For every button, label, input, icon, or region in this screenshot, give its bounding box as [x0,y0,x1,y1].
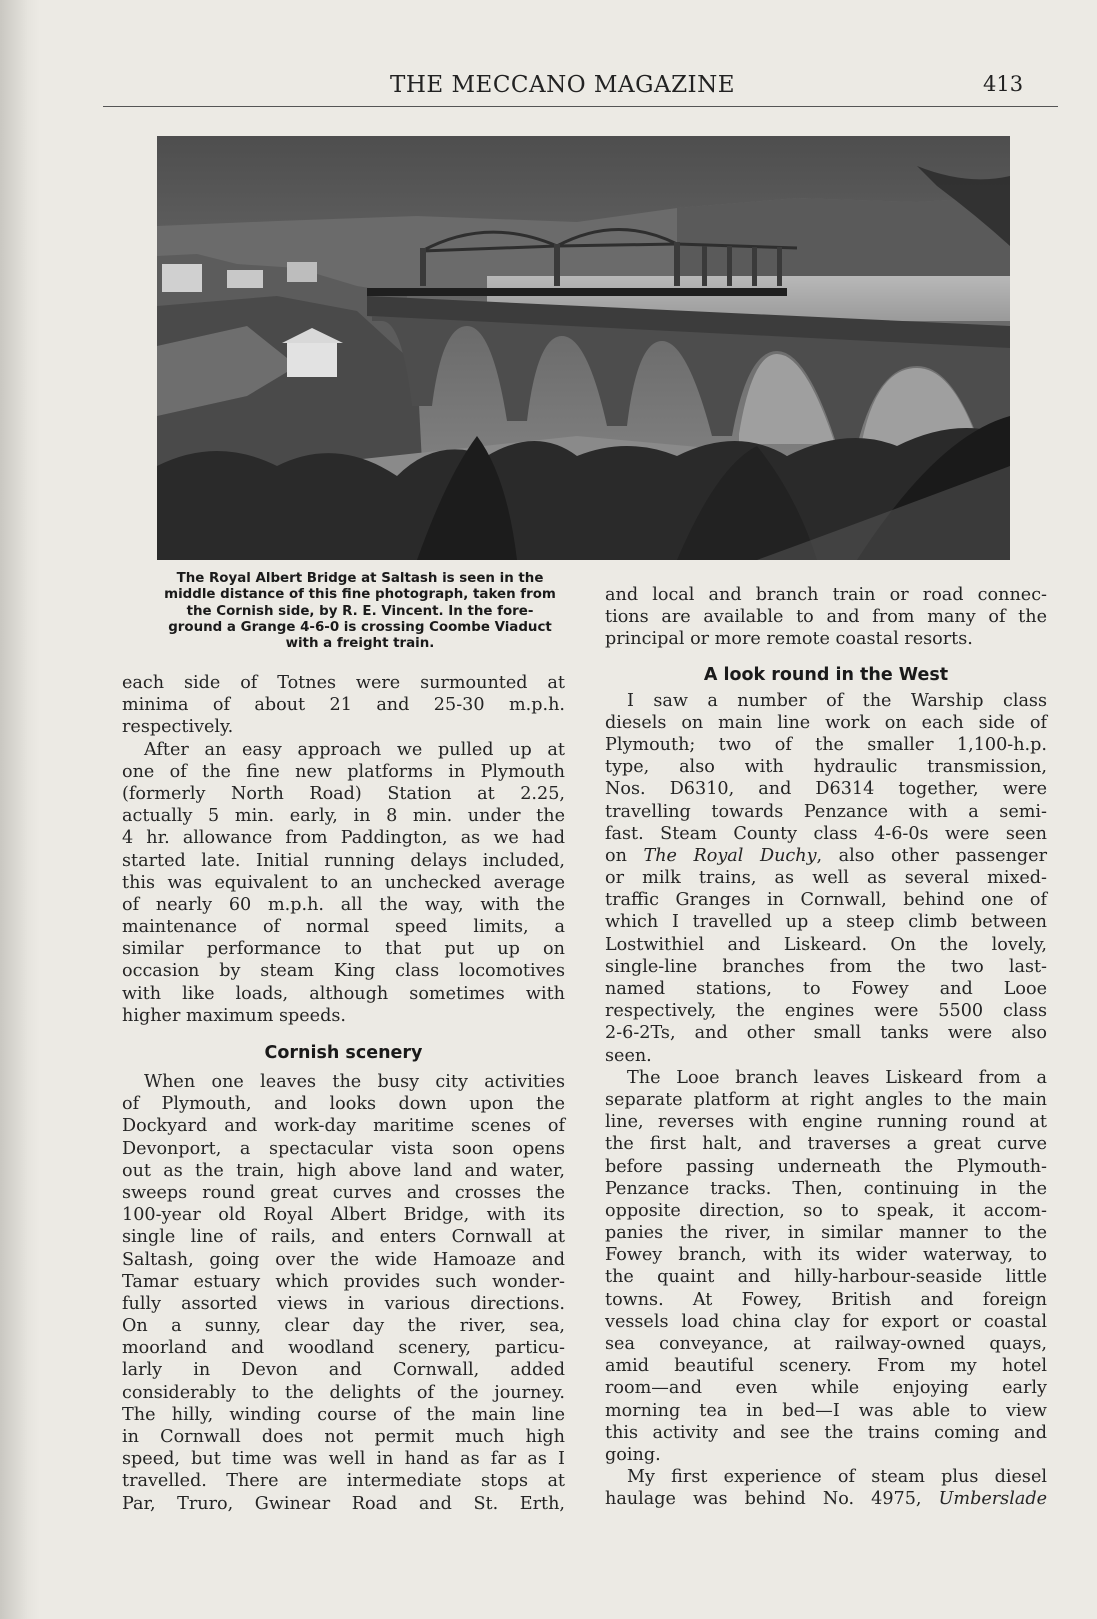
text-line: opposite direction, so to speak, it accom- [605,1200,1047,1221]
text-line: On a sunny, clear day the river, sea, [122,1316,565,1337]
caption-line: ground a Grange 4-6-0 is crossing Coombe Viaduct [168,619,552,635]
text-line: larly in Devon and Cornwall, added [122,1360,565,1381]
text-line: vessels load china clay for export or coastal [605,1311,1047,1332]
caption-line: The Royal Albert Bridge at Saltash is seen in the [176,571,544,586]
text-line: out as the train, high above land and water, [122,1160,565,1181]
photo-caption [150,571,570,652]
text-line: When one leaves the busy city activities [144,1072,565,1092]
text-line: morning tea in bed—I was able to view [605,1400,1047,1421]
page-number: 413 [983,72,1024,96]
italic-locomotive-name: Umberslade [938,1489,1047,1510]
text-line: respectively. [122,717,234,738]
bridge-photograph [157,136,1010,560]
text-line: travelled. There are intermediate stops at [122,1471,565,1492]
text-line: Par, Truro, Gwinear Road and St. Erth, [122,1493,565,1514]
text-line: considerably to the delights of the journey. [122,1382,565,1403]
text-line: one of the fine new platforms in Plymouth [122,761,565,782]
text-line: Nos. D6310, and D6314 together, were [605,779,1047,800]
text-line: minima of about 21 and 25-30 m.p.h. [122,695,565,716]
text-line: line, reverses with engine running round at [605,1112,1047,1133]
right-column [605,584,1047,1511]
paragraph [122,1071,565,1515]
text-line: named stations, to Fowey and Looe [605,979,1047,999]
text-line: After an easy approach we pulled up at [144,739,565,760]
text-span: on [605,845,644,866]
text-span: , also other passenger [816,845,1047,866]
text-line: towns. At Fowey, British and foreign [605,1289,1047,1310]
text-line: Saltash, going over the wide Hamoaze and [122,1249,565,1270]
text-line: Tamar estuary which provides such wonder- [122,1271,565,1292]
paragraph [122,672,565,739]
text-span: haulage was behind No. 4975, [605,1489,939,1510]
text-line-with-italic [605,845,1047,867]
caption-line: middle distance of this fine photograph, taken from [164,587,556,603]
text-line: 2-6-2Ts, and other small tanks were also [605,1023,1047,1044]
text-line: traffic Granges in Cornwall, behind one of [605,890,1047,911]
text-line: Plymouth; two of the smaller 1,100-h.p. [605,734,1047,755]
text-line: Lostwithiel and Liskeard. On the lovely, [605,934,1047,955]
magazine-title: THE MECCANO MAGAZINE [390,72,736,98]
text-line: single-line branches from the two last- [605,956,1047,977]
text-line: this activity and see the trains coming and [605,1422,1047,1443]
text-line: going. [605,1444,661,1465]
text-line: I saw a number of the Warship class [627,690,1047,711]
text-line: Devonport, a spectacular vista soon opens [122,1138,565,1159]
text-line: Fowey branch, with its wider waterway, to [605,1245,1047,1266]
italic-locomotive-name: The Royal Duchy [643,845,817,866]
text-line: seen. [605,1045,652,1066]
text-line: and local and branch train or road connec- [605,585,1047,605]
caption-line: the Cornish side, by R. E. Vincent. In the fore- [186,603,534,619]
text-line: The hilly, winding course of the main line [122,1404,565,1425]
text-line: started late. Initial running delays included, [122,850,565,871]
text-line: occasion by steam King class locomotives [122,961,565,982]
paragraph [605,1067,1047,1466]
text-line: of Plymouth, and looks down upon the [122,1094,565,1115]
header-rule [103,106,1058,107]
text-line: sea conveyance, at railway-owned quays, [605,1334,1047,1354]
text-line: My first experience of steam plus diesel [627,1467,1047,1488]
text-line: higher maximum speeds. [122,1005,346,1026]
text-line: The Looe branch leaves Liskeard from a [627,1067,1047,1088]
text-line: speed, but time was well in hand as far as I [122,1449,565,1470]
text-line: the first halt, and traverses a great curve [605,1134,1047,1155]
paragraph [122,739,565,1027]
text-line: amid beautiful scenery. From my hotel [605,1356,1047,1377]
text-line: each side of Totnes were surmounted at [122,673,565,693]
text-line: respectively, the engines were 5500 class [605,1001,1047,1022]
text-line: type, also with hydraulic transmission, [605,757,1047,778]
text-line: single line of rails, and enters Cornwall at [122,1227,565,1248]
text-line: Penzance tracks. Then, continuing in the [605,1178,1047,1199]
text-line: fully assorted views in various directions. [122,1293,565,1314]
text-line: principal or more remote coastal resorts. [605,629,973,650]
caption-line: with a freight train. [285,636,435,652]
text-line: which I travelled up a steep climb between [605,912,1047,933]
paragraph [605,584,1047,651]
text-line: 4 hr. allowance from Paddington, as we had [122,828,565,849]
text-line: room—and even while enjoying early [605,1378,1047,1399]
text-line: fast. Steam County class 4-6-0s were seen [605,823,1047,844]
text-line: travelling towards Penzance with a semi- [605,801,1047,822]
text-line-with-italic [605,1488,1047,1510]
text-line: tions are available to and from many of the [605,607,1047,628]
left-column [122,672,565,1515]
text-line: or milk trains, as well as several mixed- [605,868,1047,889]
section-heading: A look round in the West [703,664,949,685]
text-line: in Cornwall does not permit much high [122,1427,565,1447]
text-line: before passing underneath the Plymouth- [605,1156,1047,1177]
text-line: of nearly 60 m.p.h. all the way, with the [122,894,565,915]
page-binding-shadow [0,0,40,1619]
text-line: 100-year old Royal Albert Bridge, with its [122,1205,565,1226]
section-heading: Cornish scenery [264,1043,423,1063]
text-line: Dockyard and work-day maritime scenes of [122,1116,565,1137]
text-line: this was equivalent to an unchecked average [122,872,565,893]
paragraph [605,690,1047,1067]
text-line: similar performance to that put up on [122,939,565,960]
text-line: diesels on main line work on each side of [605,712,1047,733]
text-line: sweeps round great curves and crosses the [122,1182,565,1203]
text-line: with like loads, although sometimes with [122,983,565,1004]
text-line: (formerly North Road) Station at 2.25, [122,783,565,804]
text-line: panies the river, in similar manner to the [605,1223,1047,1244]
text-line: the quaint and hilly-harbour-seaside little [605,1267,1047,1288]
text-line: maintenance of normal speed limits, a [122,917,565,938]
text-line: actually 5 min. early, in 8 min. under the [122,806,565,827]
text-line: moorland and woodland scenery, particu- [122,1338,565,1359]
paragraph [605,1466,1047,1510]
text-line: separate platform at right angles to the main [605,1089,1047,1110]
